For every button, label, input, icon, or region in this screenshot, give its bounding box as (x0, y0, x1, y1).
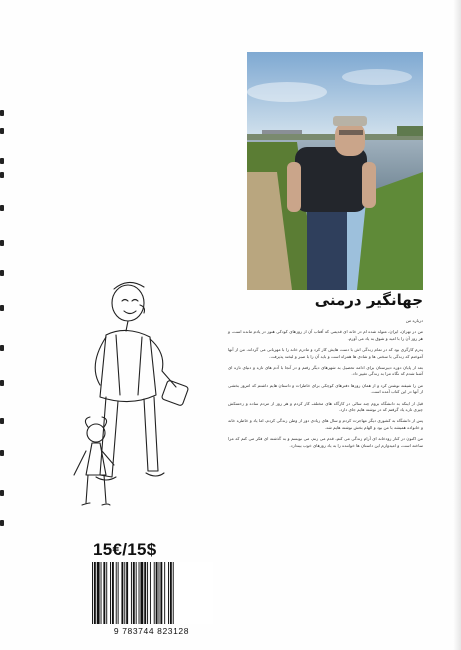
barcode-bar (136, 562, 137, 624)
spine-edge-marks (0, 0, 10, 650)
barcode-bar (92, 562, 93, 624)
barcode-bar (168, 562, 169, 624)
bio-paragraph: قبل از اینکه به دانشگاه بروم چند سالی در کارگاه های مختلف کار کردم و هر روز از مردم ساده و زحمتکش چیزی تازه یاد گرفتم که در نوشته هایم جای دارد. (228, 400, 423, 413)
barcode-bar (164, 562, 165, 624)
barcode-bar (131, 562, 132, 624)
barcode-bar (170, 562, 172, 624)
price-label: 15€/15$ (93, 540, 157, 559)
barcode-bar (106, 562, 107, 624)
barcode-bar (173, 562, 174, 624)
bio-paragraph: بعد از پایان دوره دبیرستان برای ادامه تحصیل به شهرهای دیگر رفتم و در آنجا با آدم های تازه و دنیای تازه ای آشنا شدم که نگاه مرا به زندگی تغییر داد. (228, 365, 423, 377)
barcode (90, 562, 213, 624)
barcode-bar (124, 562, 125, 624)
barcode-bar (150, 562, 151, 624)
barcode-bar (121, 562, 123, 624)
bio-paragraph: درباره من (405, 318, 423, 323)
barcode-bar (139, 562, 140, 624)
barcode-bar (118, 562, 119, 624)
barcode-bar (133, 562, 135, 624)
barcode-bar (101, 562, 102, 624)
barcode-bar (116, 562, 117, 624)
barcode-bar (159, 562, 160, 624)
bio-paragraph: من اکنون در کنار رودخانه ای آرام زندگی می کنم، قدم می زنم، می نویسم و به گذشته ای فکر می کنم که مرا ساخته است، و امیدوارم این داستان ها خواننده را به یاد روزهای خوب بیندازد. (228, 436, 423, 448)
barcode-bar (154, 562, 155, 624)
barcode-bar (110, 562, 111, 624)
author-name: جهانگیر درمنی (314, 291, 423, 309)
page-edge-shadow (453, 0, 461, 650)
author-bio (228, 318, 423, 454)
barcode-bar (156, 562, 158, 624)
barcode-bar (126, 562, 128, 624)
barcode-bar (112, 562, 114, 624)
bio-paragraph: پس از دانشگاه به کشوری دیگر مهاجرت کردم و سال های زیادی دور از وطن زندگی کردم، اما یاد و خاطره خانه و خانواده همیشه با من بود و الهام بخش نوشته هایم شد. (228, 418, 423, 430)
isbn-number: 9 783744 823128 (113, 626, 190, 636)
bio-paragraph: من در تهران، ایران، متولد شده ام در خانه ای قدیمی که آفتاب آن از روزهای کودکی هنوز در یادم مانده است، و هر روز آن را با امید و شوق به یاد می آورم. (228, 329, 423, 341)
barcode-bar (160, 562, 162, 624)
sketch-illustration (66, 275, 196, 520)
bio-paragraph: پدرم کارگری بود که در تمام زندگی اش با دست هایش کار کرد و مادرم خانه را با مهربانی می گرداند، من از آنها آموختم که زندگی با سختی ها و شادی ها همراه است و باید آن را با صبر و لبخند پذیرفت. (228, 347, 423, 359)
barcode-bar (97, 562, 100, 624)
bio-paragraph: من را شیفته نوشتن کرد و از همان روزها دفترهای کوچکی برای خاطرات و داستان هایم داشتم که امروز بخشی از آنها در این کتاب آمده است. (228, 382, 423, 395)
barcode-bar (147, 562, 148, 624)
barcode-bar (140, 562, 143, 624)
author-photo (247, 52, 423, 290)
barcode-bar (103, 562, 105, 624)
barcode-bar (94, 562, 96, 624)
barcode-bar (144, 562, 146, 624)
